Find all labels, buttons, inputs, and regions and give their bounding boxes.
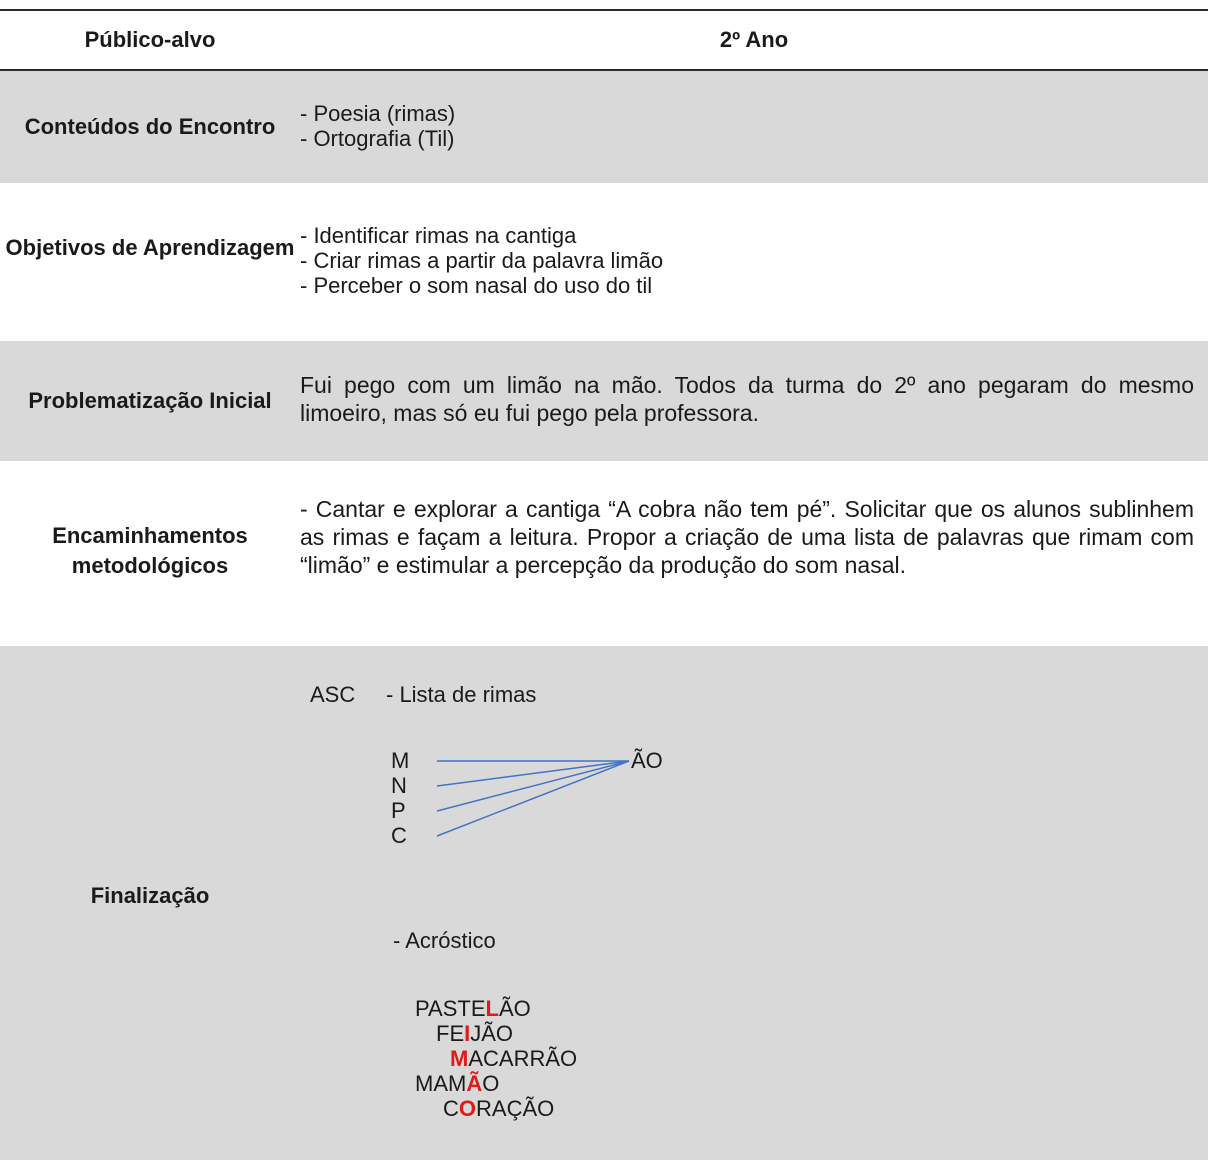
acrostic-line: PASTELÃO [415, 996, 531, 1021]
list-item: - Perceber o som nasal do uso do til [300, 273, 653, 298]
row-finalizacao [0, 646, 1208, 1160]
connector-line [437, 761, 629, 811]
rhyme-letter: M [391, 748, 410, 773]
table-header [0, 11, 1208, 69]
header-ano: 2º Ano [719, 27, 789, 52]
rhyme-letter: P [391, 798, 406, 823]
row-label: Conteúdos do Encontro [24, 114, 276, 139]
rhyme-letter: C [391, 823, 407, 848]
row-label: Encaminhamentos metodológicos [52, 523, 248, 578]
row-content: - Cantar e explorar a cantiga “A cobra não tem pé”. Solicitar que os alunos sublinhem as rimas e façam a leitura. Propor a criação de uma lista de palavras que rimam com “limão” e estimular a percepção da produção do som nasal. [300, 496, 1194, 578]
row-objetivos [0, 183, 1208, 307]
acrostic-line: FEIJÃO [436, 1021, 514, 1046]
row-encaminhamentos [0, 461, 1208, 641]
row-problematizacao [0, 341, 1208, 461]
list-item: - Ortografia (Til) [300, 126, 455, 151]
lista-de-rimas-title: - Lista de rimas [386, 682, 537, 707]
list-item: - Poesia (rimas) [300, 101, 456, 126]
row-label: Finalização [90, 883, 210, 908]
row-content [300, 101, 1194, 151]
acrostic-line: CORAÇÃO [443, 1096, 555, 1121]
rhyme-connector-lines [430, 746, 635, 856]
list-item: - Criar rimas a partir da palavra limão [300, 248, 664, 273]
row-label: Problematização Inicial [28, 388, 272, 413]
acrostic-line: MAMÃO [415, 1071, 500, 1096]
acrostic-line: MACARRÃO [450, 1046, 578, 1071]
connector-line [437, 761, 629, 836]
rhyme-letter: N [391, 773, 407, 798]
row-content: Fui pego com um limão na mão. Todos da turma do 2º ano pegaram do mesmo limoeiro, mas só eu fui pego pela professora. [300, 372, 1194, 426]
asc-label: ASC [310, 682, 356, 707]
row-label: Objetivos de Aprendizagem [5, 235, 295, 260]
acrostico-title: - Acróstico [393, 928, 496, 953]
rhyme-ending: ÃO [631, 748, 663, 773]
connector-line [437, 761, 629, 786]
row-content [300, 223, 1194, 298]
row-conteudos [0, 71, 1208, 183]
header-publico-alvo: Público-alvo [84, 27, 216, 52]
list-item: - Identificar rimas na cantiga [300, 223, 577, 248]
